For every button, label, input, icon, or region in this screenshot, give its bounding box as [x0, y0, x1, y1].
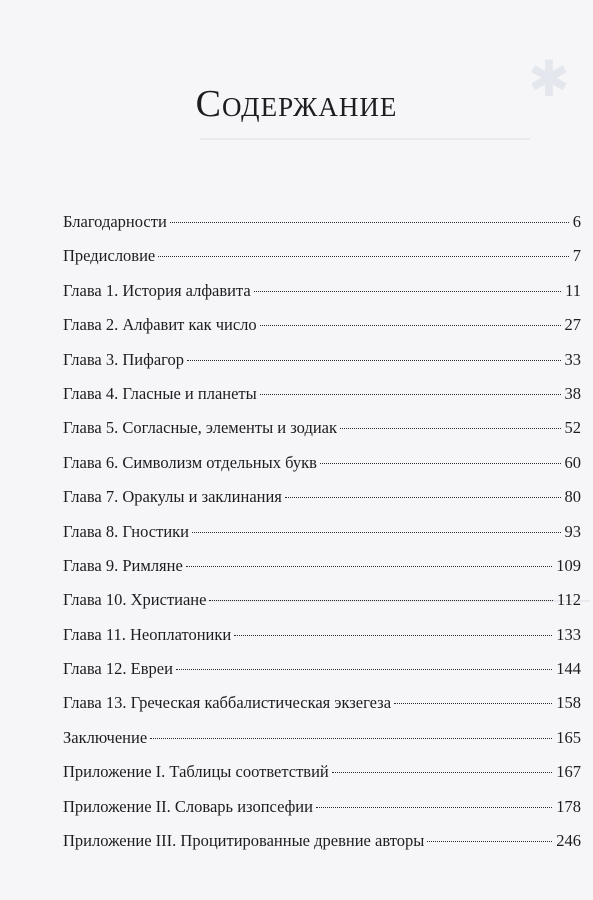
toc-entry — [63, 308, 581, 342]
toc-entry-page: 80 — [564, 487, 581, 507]
toc-entry-title: Глава 5. Согласные, элементы и зодиак — [63, 418, 338, 438]
toc-entry-page: 133 — [556, 624, 581, 644]
dot-leader — [332, 772, 553, 773]
toc-entry-page: 33 — [564, 349, 581, 369]
dot-leader — [170, 222, 569, 223]
toc-entry-page: 93 — [564, 521, 581, 541]
toc-entry — [63, 618, 581, 652]
dot-leader — [427, 841, 552, 842]
toc-entry — [63, 686, 581, 720]
toc-entry — [63, 583, 581, 617]
toc-entry-page: 246 — [556, 831, 581, 851]
toc-entry-page: 6 — [572, 212, 581, 231]
toc-entry-title: Глава 7. Оракулы и заклинания — [63, 487, 282, 507]
toc-entry — [63, 446, 581, 480]
toc-entry-title: Глава 9. Римляне — [63, 555, 183, 575]
toc-entry — [63, 343, 581, 377]
toc-entry-title: Приложение II. Словарь изопсефии — [63, 796, 313, 816]
dot-leader — [234, 635, 552, 636]
toc-entry-page: 144 — [556, 659, 581, 679]
toc-entry-title: Заключение — [63, 727, 148, 747]
toc-entry — [63, 239, 581, 273]
toc-entry-title: Глава 13. Греческая каббалистическая экзегеза — [63, 693, 392, 713]
toc-entry-title: Глава 4. Гласные и планеты — [63, 383, 257, 403]
publisher-emblem-icon: ✱ — [528, 50, 570, 108]
toc-entry — [63, 480, 581, 514]
toc-entry-title: Глава 2. Алфавит как число — [63, 315, 257, 335]
toc-entry-title: Глава 10. Христиане — [63, 590, 207, 610]
toc-entry — [63, 790, 581, 824]
dot-leader — [340, 428, 560, 429]
dot-leader — [320, 463, 561, 464]
toc-entry-title: Глава 6. Символизм отдельных букв — [63, 452, 317, 472]
toc-entry-page: 178 — [556, 796, 581, 816]
dot-leader — [394, 703, 552, 704]
table-of-contents — [63, 205, 581, 858]
toc-entry-page: 165 — [556, 727, 581, 747]
toc-entry-title: Глава 12. Евреи — [63, 659, 173, 679]
toc-entry — [63, 205, 581, 239]
toc-entry — [63, 411, 581, 445]
toc-entry — [63, 824, 581, 858]
dot-leader — [209, 600, 552, 601]
toc-entry-page: 112 — [556, 590, 581, 610]
toc-entry-title: Глава 8. Гностики — [63, 521, 189, 541]
dot-leader — [192, 532, 561, 533]
toc-entry — [63, 515, 581, 549]
toc-entry-page: 167 — [556, 762, 581, 782]
toc-entry-page: 7 — [572, 246, 581, 266]
show-through-rule — [200, 138, 530, 140]
toc-entry — [63, 377, 581, 411]
toc-entry — [63, 652, 581, 686]
toc-entry-page: 60 — [564, 452, 581, 472]
toc-entry-title: Предисловие — [63, 246, 156, 266]
dot-leader — [260, 325, 561, 326]
toc-entry-title: Благодарности — [63, 212, 167, 231]
toc-entry — [63, 721, 581, 755]
toc-entry-title: Глава 3. Пифагор — [63, 349, 184, 369]
toc-entry — [63, 755, 581, 789]
toc-entry-page: 27 — [564, 315, 581, 335]
toc-entry-title: Приложение I. Таблицы соответствий — [63, 762, 329, 782]
toc-entry-page: 52 — [564, 418, 581, 438]
dot-leader — [187, 360, 561, 361]
toc-entry-title: Глава 1. История алфавита — [63, 280, 251, 300]
toc-entry-page: 109 — [556, 555, 581, 575]
toc-entry-page: 158 — [556, 693, 581, 713]
dot-leader — [316, 807, 552, 808]
toc-entry-title: Глава 11. Неоплатоники — [63, 624, 232, 644]
toc-entry — [63, 549, 581, 583]
toc-entry — [63, 274, 581, 308]
dot-leader — [158, 256, 569, 257]
dot-leader — [176, 669, 552, 670]
dot-leader — [260, 394, 561, 395]
dot-leader — [254, 291, 561, 292]
toc-entry-page: 38 — [564, 383, 581, 403]
dot-leader — [150, 738, 552, 739]
toc-entry-page: 11 — [565, 280, 581, 300]
dot-leader — [285, 497, 561, 498]
dot-leader — [186, 566, 552, 567]
toc-entry-title: Приложение III. Процитированные древние авторы — [63, 831, 425, 851]
page-title: Содержание — [195, 83, 398, 125]
